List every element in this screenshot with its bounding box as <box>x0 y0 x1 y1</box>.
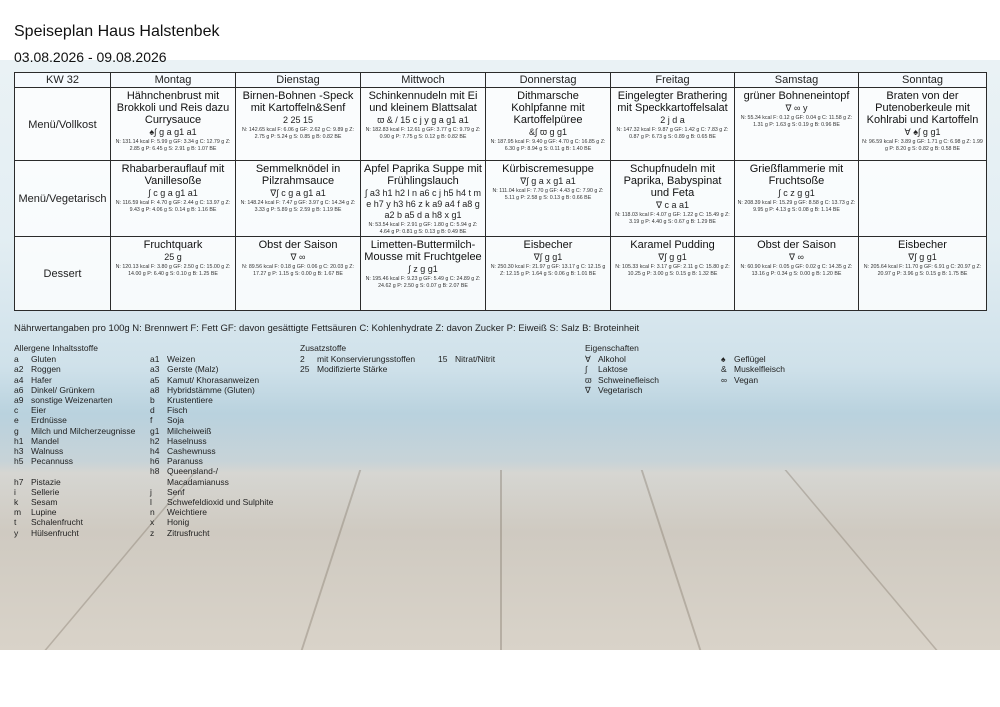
row-label: Menü/Vollkost <box>15 88 111 161</box>
legend-item <box>585 385 721 395</box>
legend-item <box>300 354 438 364</box>
page-header <box>14 22 219 66</box>
nutrition-values: N: 131.14 kcal F: 5.99 g GF: 3.34 g C: 12.79 g Z: 2.85 g P: 6.45 g S: 2.91 g B: 1.07 BE <box>115 139 231 152</box>
legend-text: Schweinefleisch <box>598 374 659 385</box>
allergen-codes: 25 g <box>164 252 182 263</box>
nutrition-values: N: 205.64 kcal F: 11.70 g GF: 6.91 g C: 20.97 g Z: 20.97 g P: 3.96 g S: 0.15 g B: 1.75 BE <box>863 264 982 277</box>
legend-code: a1 <box>150 354 160 365</box>
legend-text: Paranuss <box>167 456 203 467</box>
legend-text: mit Konservierungsstoffen <box>317 354 416 365</box>
day-header: Donnerstag <box>486 73 611 88</box>
legend-code: 15 <box>438 354 448 365</box>
legend-item <box>721 364 841 374</box>
legend-text: Muskelfleisch <box>734 364 786 375</box>
dish-name: Obst der Saison <box>258 239 338 252</box>
legend-code: g <box>14 425 19 436</box>
dish-name: Eingelegter Brathering mit Speckkartoffelsalat <box>617 90 728 114</box>
legend-text: Pecannuss <box>31 456 74 467</box>
legend-text: Zitrusfrucht <box>167 527 210 538</box>
nutrition-values: N: 148.24 kcal F: 7.47 g GF: 3.97 g C: 14.34 g Z: 3.33 g P: 5.89 g S: 2.59 g B: 1.19 BE <box>240 200 356 213</box>
legend-text: Kamut/ Khorasanweizen <box>167 374 260 385</box>
allergen-codes: ∫ z g g1 <box>408 264 438 275</box>
legend-text: Weizen <box>167 354 196 365</box>
menu-cell <box>361 237 486 311</box>
legend-text: Mandel <box>31 435 59 446</box>
legend-code: g1 <box>150 425 160 436</box>
legend-text: Milcheiweiß <box>167 425 212 436</box>
legend-text: Cashewnuss <box>167 446 216 457</box>
allergen-codes: ∇ c a a1 <box>655 200 690 210</box>
legend-code: 25 <box>300 364 310 375</box>
legend-text: Krustentiere <box>167 395 213 406</box>
legend-item <box>14 375 150 385</box>
legend-code: j <box>150 486 152 497</box>
legend-item <box>14 487 150 497</box>
legend-item <box>150 487 290 497</box>
legend-text: Lupine <box>31 507 57 518</box>
legend-code: a5 <box>150 374 160 385</box>
legend-code: a6 <box>14 384 24 395</box>
nutrition-values: N: 208.39 kcal F: 15.29 g GF: 8.58 g C: 13.73 g Z: 9.95 g P: 4.13 g S: 0.08 g B: 1.14 BE <box>737 200 856 213</box>
legend-item <box>150 405 290 415</box>
legend-item <box>150 415 290 425</box>
legend-item <box>14 405 150 415</box>
nutrition-values: N: 250.30 kcal F: 21.97 g GF: 13.17 g C: 12.15 g Z: 12.15 g P: 1.64 g S: 0.06 g B: 1.01 BE <box>490 264 606 277</box>
legend-code: h8 <box>150 466 160 477</box>
legend-item <box>150 466 290 476</box>
legend-code: ∀ <box>585 354 591 365</box>
legend-item <box>585 364 721 374</box>
legend-text: Sesam <box>31 497 58 508</box>
legend-item <box>14 517 150 527</box>
dish-name: Semmelknödel in Pilzrahmsauce <box>255 163 341 187</box>
legend-code: h5 <box>14 456 24 467</box>
menu-cell <box>859 161 987 237</box>
legend-code: c <box>14 405 19 416</box>
legend-item <box>14 446 150 456</box>
legend-item <box>14 497 150 507</box>
legend-code: h4 <box>150 446 160 457</box>
legend-text: Walnuss <box>31 446 64 457</box>
dish-name: Dithmarsche Kohlpfanne mit Kartoffelpüree <box>511 90 585 126</box>
legend-item <box>150 364 290 374</box>
allergen-codes: ∇∫ g g1 <box>533 252 563 263</box>
nutrition-values: N: 187.95 kcal F: 9.40 g GF: 4.70 g C: 16.85 g Z: 6.30 g P: 8.94 g S: 0.11 g B: 1.40 BE <box>490 139 606 152</box>
legend-item <box>721 375 841 385</box>
nutrition-values: N: 118.03 kcal F: 4.07 g GF: 1.22 g C: 15.49 g Z: 3.19 g P: 4.40 g S: 0.67 g B: 1.29 BE <box>615 212 730 225</box>
legend-code: h3 <box>14 446 24 457</box>
dish-name: Eisbecher <box>523 239 573 252</box>
menu-cell <box>236 88 361 161</box>
nutrition-values: N: 182.83 kcal F: 12.61 g GF: 3.77 g C: 9.79 g Z: 0.90 g P: 7.75 g S: 0.12 g B: 0.82 BE <box>365 127 481 140</box>
menu-cell <box>486 88 611 161</box>
dish-name: Karamel Pudding <box>630 239 715 252</box>
legend-code: y <box>14 527 19 538</box>
allergen-codes: 2 25 15 <box>282 115 314 125</box>
legend-code: h1 <box>14 435 24 446</box>
menu-cell <box>111 88 236 161</box>
legend-code: 2 <box>300 354 305 365</box>
nutrition-values: N: 105.33 kcal F: 3.17 g GF: 2.11 g C: 15.80 g Z: 10.25 g P: 3.00 g S: 0.15 g B: 1.32 BE <box>615 264 730 277</box>
date-range: 03.08.2026 - 09.08.2026 <box>14 49 167 65</box>
legend-item <box>150 507 290 517</box>
dish-name: Rhabarberauflauf mit Vanillesoße <box>121 163 225 187</box>
legend-item <box>300 364 438 374</box>
menu-cell <box>611 237 735 311</box>
legend-code: e <box>14 415 19 426</box>
legend-text: Hafer <box>31 374 52 385</box>
legend-item <box>14 426 150 436</box>
nutrition-note: Nährwertangaben pro 100g N: Brennwert F: Fett GF: davon gesättigte Fettsäuren C: Kohlenhydrate Z: davon Zucker P: Eiweiß S: Salz B: Broteinheit <box>14 323 640 334</box>
menu-cell <box>859 237 987 311</box>
legend-code: a4 <box>14 374 24 385</box>
legend-item <box>150 517 290 527</box>
legend-text: Hybridstämme (Gluten) <box>167 384 255 395</box>
legend-item <box>14 466 150 476</box>
day-header: Sonntag <box>859 73 987 88</box>
allergen-codes: ∇ ∞ <box>789 252 804 263</box>
legend-item <box>150 395 290 405</box>
legend-item <box>585 354 721 364</box>
menu-cell <box>486 161 611 237</box>
legend-code: n <box>150 507 155 518</box>
allergen-legend <box>14 343 290 538</box>
legend-text: Dinkel/ Grünkern <box>31 384 95 395</box>
legend-item <box>14 456 150 466</box>
legend-code: & <box>721 364 727 375</box>
nutrition-values: N: 116.59 kcal F: 4.70 g GF: 2.44 g C: 13.97 g Z: 9.43 g P: 4.06 g S: 0.14 g B: 1.16 BE <box>115 200 231 213</box>
nutrition-values: N: 89.56 kcal F: 0.18 g GF: 0.06 g C: 20.03 g Z: 17.27 g P: 1.15 g S: 0.00 g B: 1.67 BE <box>242 264 354 277</box>
legend-item <box>14 385 150 395</box>
menu-cell <box>111 237 236 311</box>
legend-text: Soja <box>167 415 185 426</box>
allergen-codes: ∇∫ g g1 <box>908 252 937 263</box>
legend-item <box>14 528 150 538</box>
nutrition-values: N: 147.32 kcal F: 9.87 g GF: 1.42 g C: 7.83 g Z: 0.87 g P: 6.73 g S: 0.89 g B: 0.65 BE <box>616 127 729 140</box>
allergen-legend-title: Allergene Inhaltsstoffe <box>14 343 98 353</box>
allergen-codes: ♠∫ g a g1 a1 <box>149 127 197 137</box>
legend-text: Macadamianuss <box>167 476 229 487</box>
nutrition-values: N: 60.90 kcal F: 0.05 g GF: 0.02 g C: 14.35 g Z: 13.16 g P: 0.34 g S: 0.00 g B: 1.20 BE <box>740 264 853 277</box>
week-number: KW 32 <box>15 73 111 88</box>
legend-code: a <box>14 354 19 365</box>
dish-name: Limetten-Buttermilch-Mousse mit Fruchtgelee <box>364 239 482 264</box>
legend-item <box>438 354 538 364</box>
legend-item <box>14 477 150 487</box>
row-label: Menü/Vegetarisch <box>15 161 111 237</box>
legend-text: Schwefeldioxid und Sulphite <box>167 497 274 508</box>
menu-cell <box>611 161 735 237</box>
legend-text: Sellerie <box>31 486 60 497</box>
legend-code: a2 <box>14 364 24 375</box>
legend-text: Laktose <box>598 364 628 375</box>
legend-text: Senf <box>167 486 185 497</box>
day-header: Mittwoch <box>361 73 486 88</box>
nutrition-values: N: 111.04 kcal F: 7.70 g GF: 4.43 g C: 7.90 g Z: 5.11 g P: 2.58 g S: 0.13 g B: 0.66 BE <box>492 188 604 201</box>
legend-text: Gerste (Malz) <box>167 364 219 375</box>
legend-item <box>14 354 150 364</box>
legend-item <box>585 375 721 385</box>
legend-item <box>14 395 150 405</box>
menu-cell <box>735 237 859 311</box>
legend-text: Milch und Milcherzeugnisse <box>31 425 136 436</box>
legend-item <box>721 354 841 364</box>
menu-table <box>14 72 987 311</box>
legend-code: d <box>150 405 155 416</box>
row-label: Dessert <box>15 237 111 311</box>
menu-cell <box>735 88 859 161</box>
nutrition-values: N: 55.34 kcal F: 0.12 g GF: 0.04 g C: 11.58 g Z: 1.31 g P: 1.63 g S: 0.19 g B: 0.96 BE <box>740 115 853 128</box>
dish-name: Grießflammerie mit Fruchtsoße <box>749 163 844 187</box>
menu-row <box>15 88 987 161</box>
menu-cell <box>735 161 859 237</box>
allergen-codes: ∇∫ g a x g1 a1 <box>520 176 576 186</box>
legend-text: Vegan <box>734 374 759 385</box>
legend-item <box>14 364 150 374</box>
page-title: Speiseplan Haus Halstenbek <box>14 23 220 40</box>
legend-code: ∞ <box>721 374 728 385</box>
menu-row <box>15 237 987 311</box>
legend-text: Honig <box>167 517 190 528</box>
allergen-codes: ϖ & / 15 c j y g a g1 a1 <box>377 115 469 125</box>
legend-code: b <box>150 395 155 406</box>
nutrition-values: N: 53.54 kcal F: 2.91 g GF: 1.80 g C: 5.94 g Z: 4.64 g P: 0.81 g S: 0.13 g B: 0.49 BE <box>368 222 478 235</box>
allergen-codes: ∇∫ g g1 <box>658 252 687 263</box>
day-header: Freitag <box>611 73 735 88</box>
legend-code: ∫ <box>585 364 588 375</box>
allergen-codes: ∇∫ c g a g1 a1 <box>270 188 326 198</box>
legend-text: Fisch <box>167 405 188 416</box>
legend-text: Modifizierte Stärke <box>317 364 388 375</box>
legend-code: ϖ <box>585 374 592 385</box>
legend-text: Eier <box>31 405 47 416</box>
dish-name: Schupfnudeln mit Paprika, Babyspinat und Feta <box>623 163 722 199</box>
legend-item <box>150 354 290 364</box>
legend-code: a3 <box>150 364 160 375</box>
menu-cell <box>486 237 611 311</box>
legend-text: Alkohol <box>598 354 626 365</box>
day-header: Samstag <box>735 73 859 88</box>
legend-item <box>150 528 290 538</box>
dish-name: Schinkennudeln mit Ei und kleinem Blattsalat <box>368 90 478 114</box>
legend-code: h7 <box>14 476 24 487</box>
allergen-codes: 2 j d a <box>660 115 685 125</box>
legend-code: k <box>14 497 19 508</box>
legend-text: Gluten <box>31 354 57 365</box>
dish-name: grüner Bohneneintopf <box>743 90 850 102</box>
legend-item <box>150 375 290 385</box>
allergen-codes: &∫ ϖ g g1 <box>528 127 567 137</box>
legend-text: Geflügel <box>734 354 766 365</box>
additive-legend <box>300 343 538 375</box>
legend-text: Queensland-/ <box>167 466 219 477</box>
legend-text: Hülsenfrucht <box>31 527 79 538</box>
legend-text: Nitrat/Nitrit <box>455 354 496 365</box>
nutrition-values: N: 195.46 kcal F: 9.23 g GF: 5.49 g C: 24.89 g Z: 24.62 g P: 2.50 g S: 0.07 g B: 2.07 BE <box>365 276 481 289</box>
dish-name: Fruchtquark <box>143 239 203 252</box>
menu-cell <box>611 88 735 161</box>
legend-code: l <box>150 497 152 508</box>
legend-code: i <box>14 486 16 497</box>
legend-item <box>150 497 290 507</box>
allergen-codes: ∇ ∞ <box>290 252 306 263</box>
legend-item <box>150 436 290 446</box>
legend-code: ♠ <box>721 354 726 365</box>
legend-text: sonstige Weizenarten <box>31 395 113 406</box>
legend-text: Schalenfrucht <box>31 517 83 528</box>
legend-code: a9 <box>14 395 24 406</box>
nutrition-values: N: 96.59 kcal F: 3.89 g GF: 1.71 g C: 6.98 g Z: 1.99 g P: 8.20 g S: 0.82 g B: 0.58 BE <box>862 139 983 152</box>
legend-text: Roggen <box>31 364 61 375</box>
menu-cell <box>361 88 486 161</box>
menu-cell <box>236 237 361 311</box>
legend-text: Pistazie <box>31 476 61 487</box>
legend-code: h6 <box>150 456 160 467</box>
legend-item <box>150 456 290 466</box>
allergen-codes: ∇ ∞ y <box>785 103 808 113</box>
menu-cell <box>111 161 236 237</box>
nutrition-values: N: 120.13 kcal F: 3.80 g GF: 2.50 g C: 15.00 g Z: 14.00 g P: 6.40 g S: 0.10 g B: 1.25 BE <box>115 264 231 277</box>
additive-legend-title: Zusatzstoffe <box>300 343 347 353</box>
legend-item <box>150 426 290 436</box>
allergen-codes: ∀ ♠∫ g g1 <box>904 127 941 137</box>
allergen-codes: ∫ c z g g1 <box>778 188 815 198</box>
menu-cell <box>859 88 987 161</box>
legend-item <box>150 477 290 487</box>
legend-code: ∇ <box>585 384 591 395</box>
legend-item <box>14 507 150 517</box>
legend-text: Vegetarisch <box>598 384 643 395</box>
dish-name: Kürbiscremesuppe <box>502 163 594 175</box>
header-row <box>15 73 987 88</box>
legend-code: z <box>150 527 155 538</box>
property-legend <box>585 343 841 395</box>
dish-name: Birnen-Bohnen -Speck mit Kartoffeln&Senf <box>242 90 354 114</box>
dish-name: Braten von der Putenoberkeule mit Kohlrabi und Kartoffeln <box>866 90 979 126</box>
dish-name: Hähnchenbrust mit Brokkoli und Reis dazu Currysauce <box>116 90 230 126</box>
legend-item <box>150 446 290 456</box>
day-header: Dienstag <box>236 73 361 88</box>
allergen-codes: ∫ c g a g1 a1 <box>148 188 198 198</box>
legend-item <box>14 415 150 425</box>
legend-code: h2 <box>150 435 160 446</box>
allergen-codes: ∫ a3 h1 h2 l n a6 c j h5 h4 t m e h7 y h3 h6 z k a9 a4 f a8 g a2 b a5 d a h8 x g1 <box>364 188 482 220</box>
legend-code: t <box>14 517 17 528</box>
menu-row <box>15 161 987 237</box>
legend-text: Erdnüsse <box>31 415 67 426</box>
legend-text: Weichtiere <box>167 507 207 518</box>
dish-name: Eisbecher <box>898 239 947 252</box>
legend-text: Haselnuss <box>167 435 207 446</box>
legend-code: a8 <box>150 384 160 395</box>
day-header: Montag <box>111 73 236 88</box>
legend-item <box>14 436 150 446</box>
legend-code: f <box>150 415 153 426</box>
dish-name: Apfel Paprika Suppe mit Frühlingslauch <box>363 163 482 187</box>
legend-code: m <box>14 507 22 518</box>
nutrition-values: N: 142.65 kcal F: 6.06 g GF: 2.62 g C: 9.89 g Z: 2.75 g P: 5.24 g S: 0.85 g B: 0.82 BE <box>242 127 354 140</box>
dish-name: Obst der Saison <box>757 239 836 252</box>
menu-cell <box>236 161 361 237</box>
legend-code: x <box>150 517 155 528</box>
legend-item <box>150 385 290 395</box>
property-legend-title: Eigenschaften <box>585 343 639 353</box>
menu-cell <box>361 161 486 237</box>
